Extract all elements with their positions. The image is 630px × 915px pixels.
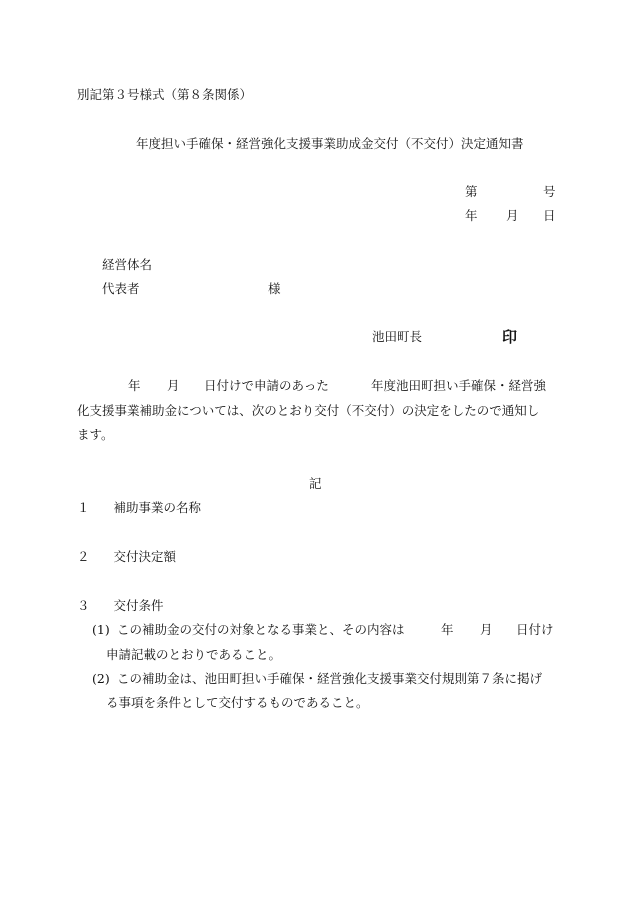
body-line-1-month: 月 <box>167 378 180 393</box>
condition-1-number: (1) <box>92 622 110 637</box>
form-number-label: 別記第３号様式（第８条関係） <box>77 87 253 102</box>
item-2-label: 交付決定額 <box>113 549 177 564</box>
doc-number-dai: 第 <box>465 184 478 199</box>
date-month: 月 <box>506 208 519 223</box>
document-title: 年度担い手確保・経営強化支援事業助成金交付（不交付）決定通知書 <box>136 136 524 151</box>
issuer-name: 池田町長 <box>372 329 423 344</box>
condition-1-month: 月 <box>480 622 493 637</box>
item-3 <box>77 600 164 613</box>
condition-1-text: この補助金の交付の対象となる事業と、その内容は <box>117 622 405 637</box>
item-1-label: 補助事業の名称 <box>113 500 202 515</box>
condition-2-text: この補助金は、池田町担い手確保・経営強化支援事業交付規則第７条に掲げ <box>117 671 543 686</box>
item-3-number: ３ <box>77 598 90 613</box>
condition-2-number: (2) <box>92 671 110 686</box>
body-line-1-tail: 年度池田町担い手確保・経営強 <box>371 378 547 393</box>
date-year: 年 <box>465 208 478 223</box>
condition-1-tail: 日付け <box>516 622 554 637</box>
item-3-label: 交付条件 <box>113 598 164 613</box>
body-line-3: ます。 <box>77 427 114 442</box>
item-2-number: ２ <box>77 549 90 564</box>
condition-1-line-2: 申請記載のとおりであること。 <box>106 647 282 662</box>
recipient-entity-label: 経営体名 <box>102 257 153 272</box>
recipient-representative-label: 代表者 <box>102 281 140 296</box>
ki-heading: 記 <box>309 476 322 491</box>
condition-1-year: 年 <box>441 622 454 637</box>
body-line-2: 化支援事業補助金については、次のとおり交付（不交付）の決定をしたので通知し <box>77 403 540 418</box>
condition-2-line-2: る事項を条件として交付するものであること。 <box>106 695 369 710</box>
body-line-1-text: 日付けで申請のあった <box>204 378 329 393</box>
body-line-1-year: 年 <box>128 378 141 393</box>
item-2 <box>77 551 176 564</box>
seal-mark: 印 <box>502 328 518 346</box>
item-1-number: １ <box>77 500 90 515</box>
doc-number-go: 号 <box>543 184 556 199</box>
recipient-honorific: 様 <box>268 281 281 296</box>
date-day: 日 <box>543 208 556 223</box>
item-1 <box>77 502 201 515</box>
